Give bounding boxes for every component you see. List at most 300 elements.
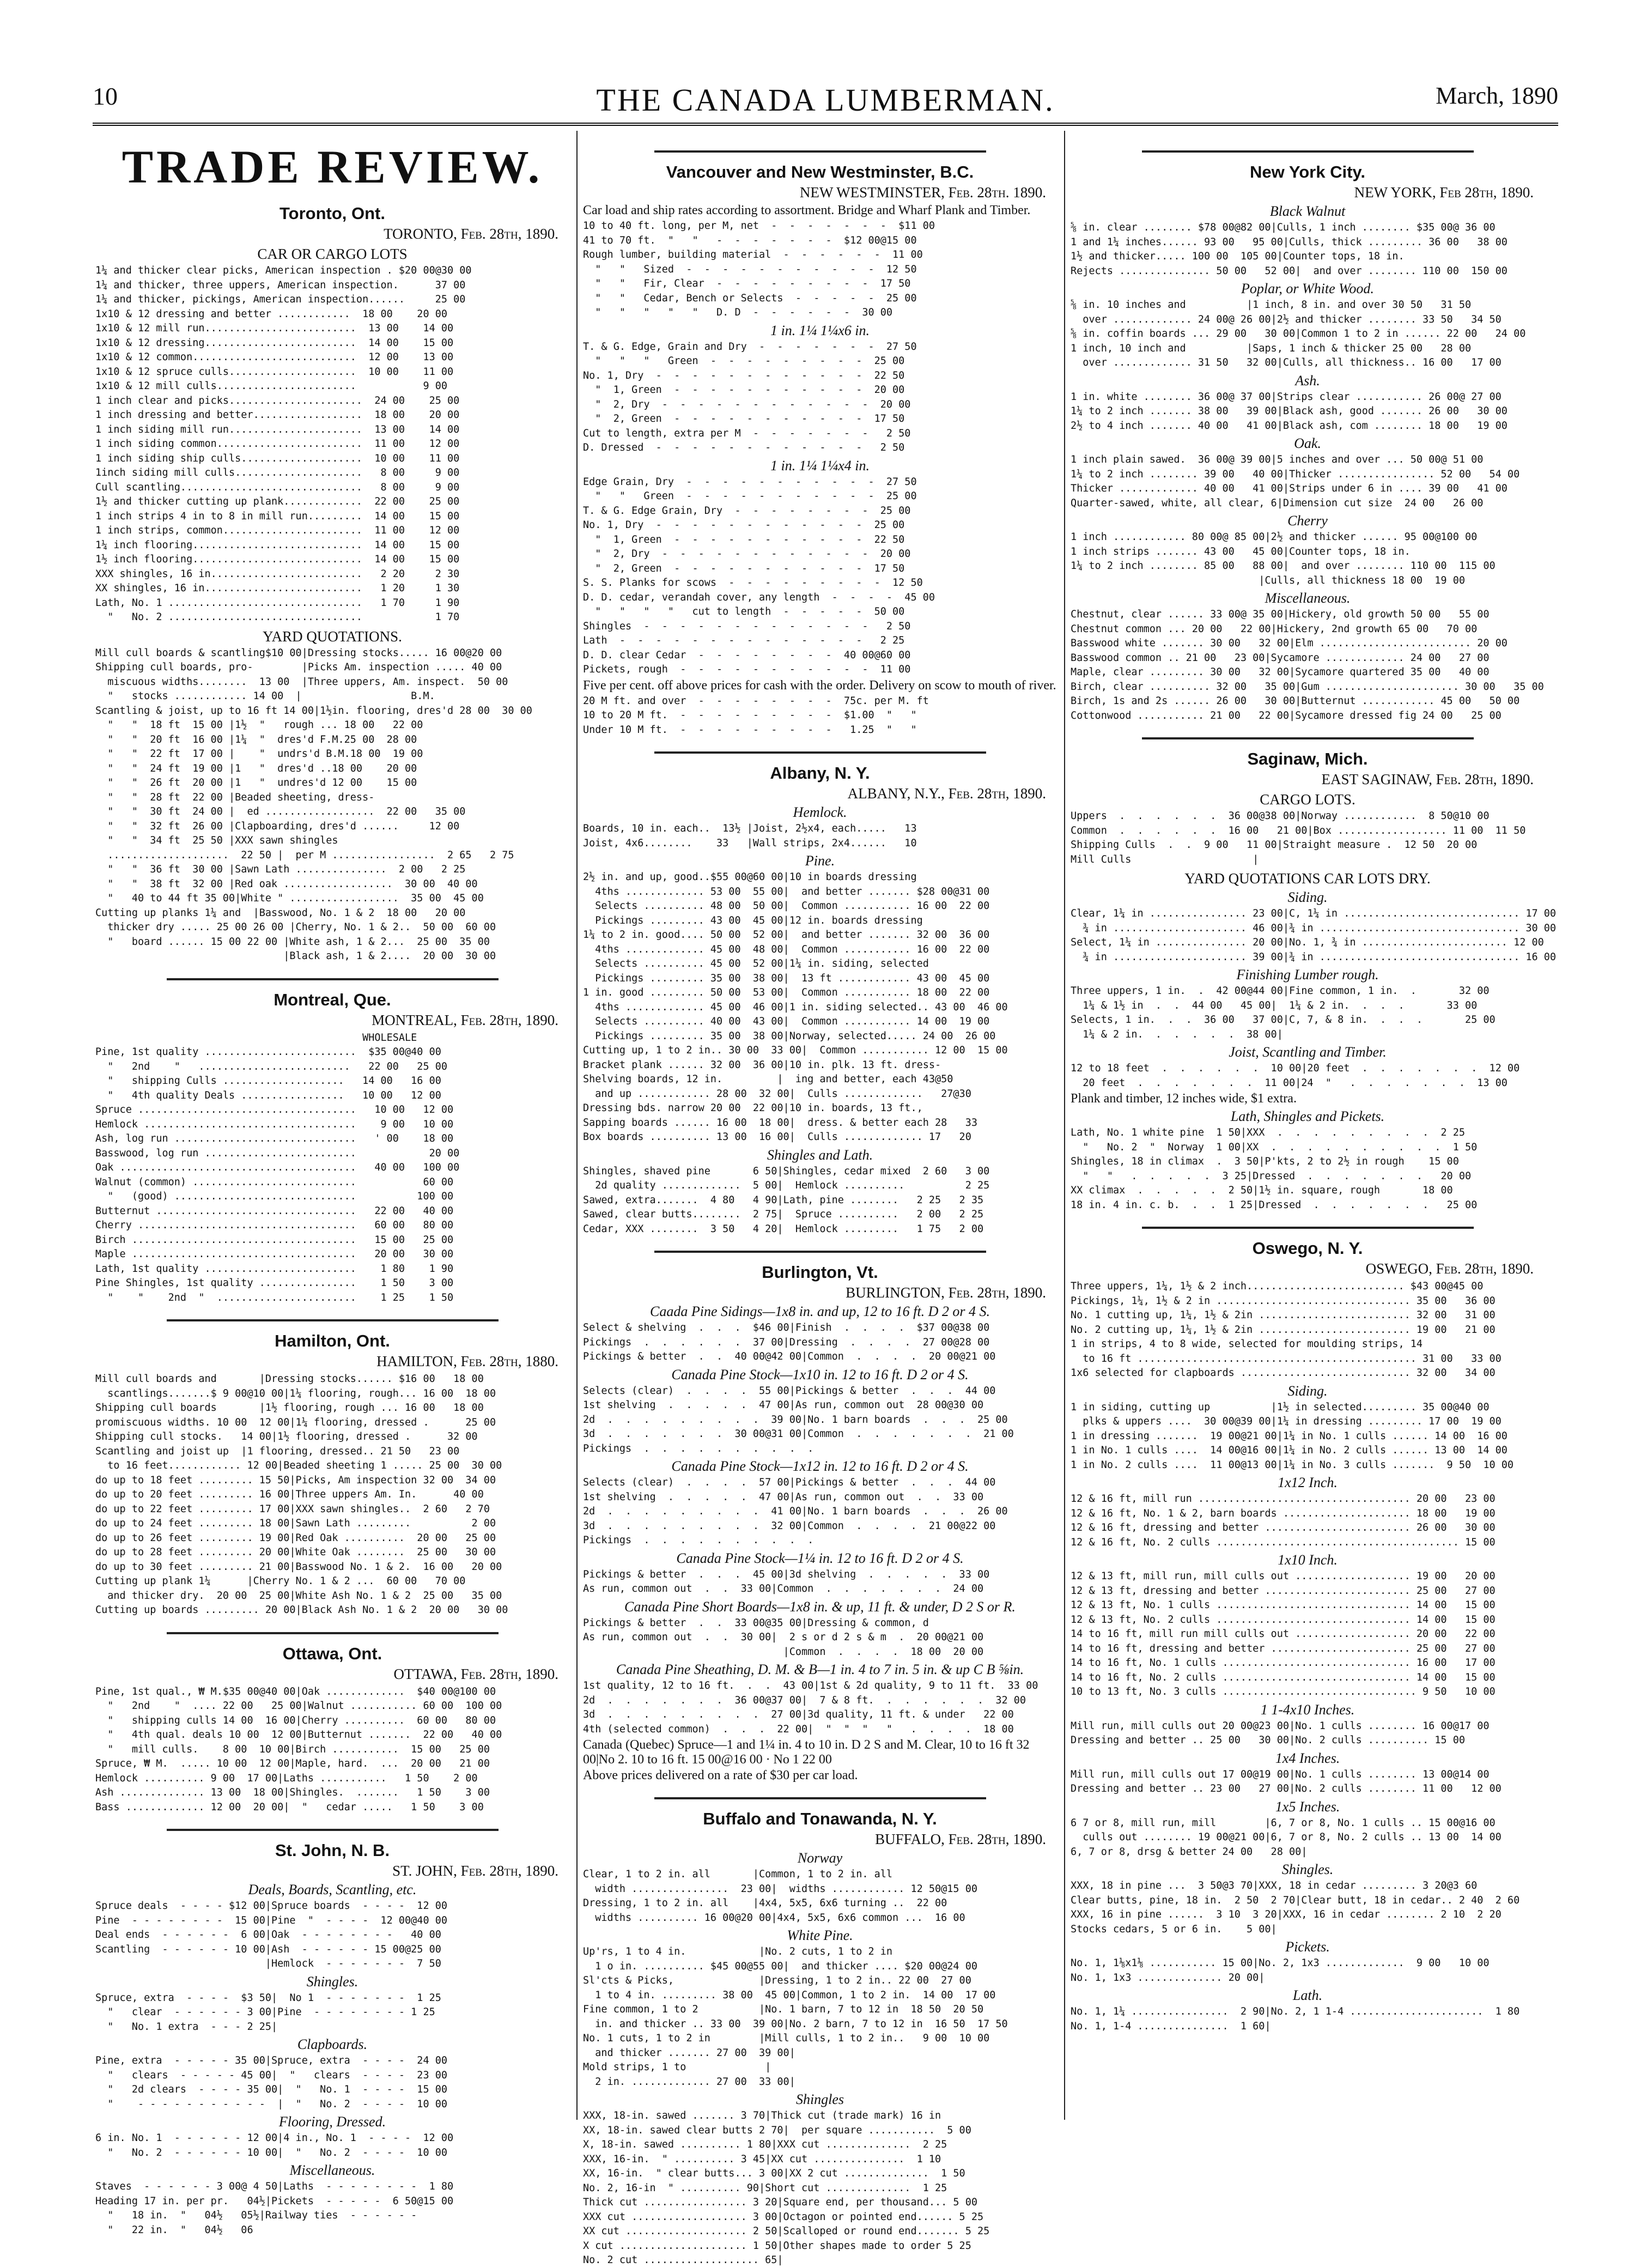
price-line: 1 in strips, 4 to 8 wide, selected for moulding strips, 14 bbox=[1071, 1338, 1423, 1350]
price-line: Lath, No. 1 ................................ 1 70 1 90 bbox=[95, 597, 460, 609]
price-line: Pickings . . . . . . . . . . bbox=[583, 1535, 814, 1546]
price-line: S. S. Planks for scows - - - - - - - - - 12 50 bbox=[583, 577, 923, 589]
subheading: Pickets. bbox=[1285, 1939, 1330, 1955]
price-line: 1x6 selected for clapboards ............................ 32 00 34 00 bbox=[1071, 1367, 1496, 1379]
price-line: |Culls, all thickness 18 00 19 00 bbox=[1071, 574, 1465, 586]
price-line: ¾ in ...................... 46 00|¾ in ................................. 30 00 bbox=[1071, 922, 1557, 934]
price-line: Thick cut ................. 3 20|Square end, per thousand... 5 00 bbox=[583, 2197, 977, 2208]
subheading: 1x10 Inch. bbox=[1278, 1552, 1338, 1568]
price-line: |Black ash, 1 & 2.... 20 00 30 00 bbox=[95, 950, 496, 962]
column-3 bbox=[1071, 136, 1557, 2120]
price-line: 12 to 18 feet . . . . . . 10 00|20 feet . . . . . . . 12 00 bbox=[1071, 1063, 1520, 1074]
price-line: ⅝ in. coffin boards ... 29 00 30 00|Common 1 to 2 in ...... 22 00 24 00 bbox=[1071, 328, 1526, 339]
market-note: Plank and timber, 12 inches wide, $1 extra. bbox=[1071, 1091, 1297, 1106]
price-line: 12 & 13 ft, No. 1 culls ................................ 14 00 15 00 bbox=[1071, 1599, 1496, 1611]
price-line: X cut ..................... 1 50|Other shapes made to order 5 25 bbox=[583, 2240, 971, 2252]
subheading: Ash. bbox=[1295, 372, 1320, 389]
market-dateline: ALBANY, N.Y., Feb. 28th, 1890. bbox=[847, 785, 1046, 802]
price-line: do up to 18 feet ......... 15 50|Picks, Am inspection 32 00 34 00 bbox=[95, 1474, 496, 1486]
price-line: Oak ....................................... 40 00 100 00 bbox=[95, 1162, 460, 1173]
market-title: Toronto, Ont. bbox=[279, 204, 385, 223]
price-line: Cut to length, extra per M - - - - - - - 2 50 bbox=[583, 427, 911, 439]
price-line: " " Cedar, Bench or Selects - - - - - 25 00 bbox=[583, 292, 917, 304]
price-line: Ash .............. 13 00 18 00|Shingles. ....... 1 50 3 00 bbox=[95, 1787, 490, 1798]
price-line: 1 inch plain sawed. 36 00@ 39 00|5 inches and over ... 50 00@ 51 00 bbox=[1071, 454, 1484, 465]
price-line: 1 o in. .......... $45 00@55 00| and thicker .... $20 00@24 00 bbox=[583, 1960, 977, 1972]
price-line: Pickings ......... 35 00 38 00| 13 ft ............ 43 00 45 00 bbox=[583, 972, 990, 984]
market-section-st-john-n-b bbox=[95, 1841, 569, 2237]
price-line: do up to 24 feet ......... 18 00|Sawn Lath ......... 2 00 bbox=[95, 1518, 496, 1529]
price-line: Quarter-sawed, white, all clear, 6|Dimension cut size 24 00 26 00 bbox=[1071, 497, 1484, 509]
price-line: Shipping cull stocks. 14 00|1½ flooring, dressed . 32 00 bbox=[95, 1431, 478, 1442]
price-line: " (good) .............................. 100 00 bbox=[95, 1191, 454, 1202]
price-line: Thicker ............. 40 00 41 00|Strips under 6 in .... 39 00 41 00 bbox=[1071, 483, 1508, 494]
market-section-saginaw-mich bbox=[1071, 749, 1557, 1212]
subheading: CAR OR CARGO LOTS bbox=[257, 246, 408, 262]
price-line: D. Dressed - - - - - - - - - - - - 2 50 bbox=[583, 442, 905, 453]
price-line: 12 & 13 ft, No. 2 culls ................................ 14 00 15 00 bbox=[1071, 1614, 1496, 1626]
price-line: Select & shelving . . . $46 00|Finish . . . . $37 00@38 00 bbox=[583, 1322, 990, 1333]
section-separator bbox=[167, 1829, 499, 1831]
price-line: Mill run, mill culls out 17 00@19 00|No. 1 culls ........ 13 00@14 00 bbox=[1071, 1768, 1490, 1780]
section-separator bbox=[167, 1319, 499, 1321]
price-line: Edge Grain, Dry - - - - - - - - - - - 27 50 bbox=[583, 476, 917, 488]
price-line: XXX cut ................... 3 00|Octagon or pointed end...... 5 25 bbox=[583, 2211, 984, 2223]
price-line: Pine, 1st qual., ₩ M.$35 00@40 00|Oak ............. $40 00@100 00 bbox=[95, 1685, 496, 1697]
price-line: No. 1, Dry - - - - - - - - - - - - 22 50 bbox=[583, 369, 905, 381]
price-line: Pine Shingles, 1st quality ................ 1 50 3 00 bbox=[95, 1277, 454, 1289]
section-separator bbox=[1142, 737, 1474, 739]
column-divider bbox=[1064, 131, 1065, 2120]
price-line: 10 to 20 M ft. - - - - - - - - - $1.00 " " bbox=[583, 709, 917, 721]
subheading: Shingles. bbox=[1281, 1861, 1334, 1877]
price-line: " 2nd " .... 22 00 25 00|Walnut ........... 60 00 100 00 bbox=[95, 1700, 502, 1712]
price-line: 1 inch dressing and better.................. 18 00 20 00 bbox=[95, 409, 460, 421]
market-dateline: BURLINGTON, Feb. 28th, 1890. bbox=[846, 1284, 1046, 1301]
price-line: 1 to 4 in. ......... 38 00 45 00|Common, 1 to 2 in. 14 00 17 00 bbox=[583, 1989, 996, 2001]
price-line: " " 18 ft 15 00 |1½ " rough ... 18 00 22 00 bbox=[95, 719, 423, 731]
subheading: Caada Pine Sidings—1x8 in. and up, 12 to 16 ft. D 2 or 4 S. bbox=[650, 1303, 990, 1319]
price-line: Pickings & better . . . 45 00|3d shelving . . . . . 33 00 bbox=[583, 1568, 990, 1580]
market-title: Buffalo and Tonawanda, N. Y. bbox=[703, 1809, 937, 1828]
price-line: Cedar, XXX ........ 3 50 4 20| Hemlock ......... 1 75 2 00 bbox=[583, 1223, 984, 1235]
subheading: YARD QUOTATIONS. bbox=[263, 628, 402, 645]
price-line: XXX, 16-in. " .......... 3 45|XX cut ............... 1 10 bbox=[583, 2153, 941, 2165]
price-line: Cutting up boards ......... 20 00|Black Ash No. 1 & 2 20 00 30 00 bbox=[95, 1604, 508, 1616]
price-line: 1 inch clear and picks...................... 24 00 25 00 bbox=[95, 395, 460, 407]
price-line: 1 inch, 10 inch and |Saps, 1 inch & thicker 25 00 28 00 bbox=[1071, 342, 1472, 354]
price-line: XX, 18-in. sawed clear butts 2 70| per square ........... 5 00 bbox=[583, 2124, 971, 2136]
price-line: Pine - - - - - - - - 15 00|Pine " - - - - 12 00@40 00 bbox=[95, 1914, 448, 1926]
price-line: Maple ..................................... 20 00 30 00 bbox=[95, 1248, 454, 1260]
page-number: 10 bbox=[93, 82, 118, 110]
price-line: Scantling and joist up |1 flooring, dressed.. 21 50 23 00 bbox=[95, 1445, 460, 1457]
price-line: 2d . . . . . . . . . 39 00|No. 1 barn boards . . . 25 00 bbox=[583, 1414, 1008, 1426]
price-line: and thicker dry. 20 00 25 00|White Ash No. 1 & 2 25 00 35 00 bbox=[95, 1590, 502, 1602]
price-line: " " 2nd " ....................... 1 25 1 50 bbox=[95, 1291, 454, 1303]
price-line: 1¼ to 2 inch ........ 85 00 88 00| and over ........ 110 00 115 00 bbox=[1071, 560, 1496, 572]
price-line: Pickings & better . . 33 00@35 00|Dressing & common, d bbox=[583, 1617, 929, 1629]
price-line: Cutting up planks 1¼ and |Basswood, No. 1 & 2 18 00 20 00 bbox=[95, 907, 466, 919]
price-line: Cottonwood ........... 21 00 22 00|Sycamore dressed fig 24 00 25 00 bbox=[1071, 709, 1502, 721]
price-line: XX climax . . . . . 2 50|1½ in. square, rough 18 00 bbox=[1071, 1185, 1453, 1196]
subheading: Oak. bbox=[1294, 435, 1321, 451]
price-line: Hemlock ................................... 9 00 10 00 bbox=[95, 1118, 454, 1130]
price-line: 12 & 16 ft, dressing and better ........................ 26 00 30 00 bbox=[1071, 1522, 1496, 1533]
price-line: do up to 30 feet ......... 21 00|Basswood No. 1 & 2. 16 00 20 00 bbox=[95, 1561, 502, 1573]
price-line: XX, 16-in. " clear butts... 3 00|XX 2 cut .............. 1 50 bbox=[583, 2168, 965, 2179]
price-line: in. and thicker .. 33 00 39 00|No. 2 barn, 7 to 12 in 16 50 17 50 bbox=[583, 2018, 1008, 2030]
price-line: Mill cull boards & scantling$10 00|Dressing stocks..... 16 00@20 00 bbox=[95, 647, 502, 659]
price-line: No. 1, 1⅛x1⅛ ........... 15 00|No. 2, 1x3 ............. 9 00 10 00 bbox=[1071, 1957, 1490, 1969]
price-line: " " 36 ft 30 00 |Sawn Lath ............... 2 00 2 25 bbox=[95, 864, 466, 875]
price-line: 1¼ & 2 in. . . . . . 38 00| bbox=[1071, 1028, 1283, 1040]
price-line: 2d . . . . . . . . . 41 00|No. 1 barn boards . . . 26 00 bbox=[583, 1506, 1008, 1517]
price-line: T. & G. Edge, Grain and Dry - - - - - - - 27 50 bbox=[583, 341, 917, 353]
price-line: 18 in. 4 in. c. b. . . 1 25|Dressed . . . . . . . 25 00 bbox=[1071, 1199, 1478, 1211]
subheading: Deals, Boards, Scantling, etc. bbox=[248, 1882, 417, 1897]
price-line: 1 in siding, cutting up |1½ in selected......... 35 00@40 00 bbox=[1071, 1401, 1490, 1413]
price-line: 10 to 40 ft. long, per M, net - - - - - - - $11 00 bbox=[583, 220, 935, 232]
price-line: XXX shingles, 16 in......................... 2 20 2 30 bbox=[95, 568, 460, 580]
price-line: " " 30 ft 24 00 | ed .................. 22 00 35 00 bbox=[95, 806, 466, 817]
price-line: No. 1 cuts, 1 to 2 in |Mill culls, 1 to 2 in.. 9 00 10 00 bbox=[583, 2033, 990, 2044]
price-line: Deal ends - - - - - - 6 00|Oak - - - - - - - - 40 00 bbox=[95, 1929, 441, 1940]
price-line: do up to 22 feet ......... 17 00|XXX sawn shingles.. 2 60 2 70 bbox=[95, 1503, 490, 1515]
subheading: 1x12 Inch. bbox=[1278, 1475, 1338, 1490]
subheading: 1x5 Inches. bbox=[1275, 1798, 1340, 1815]
price-line: 1¼ and thicker, three uppers, American inspection. 37 00 bbox=[95, 279, 466, 291]
price-line: Pine, 1st quality ......................... $35 00@40 00 bbox=[95, 1046, 441, 1058]
price-line: " 22 in. " 04½ 06 bbox=[95, 2224, 253, 2236]
price-line: No. 1, 1¼ ................ 2 90|No. 2, 1 1-4 ...................... 1 80 bbox=[1071, 2006, 1520, 2017]
price-line: " 2, Dry - - - - - - - - - - - - 20 00 bbox=[583, 548, 911, 560]
price-line: Pine, extra - - - - - 35 00|Spruce, extra - - - - 24 00 bbox=[95, 2055, 448, 2066]
price-line: to 16 feet............ 12 00|Beaded sheeting 1 ..... 25 00 30 00 bbox=[95, 1460, 502, 1471]
price-line: Basswood common .. 21 00 23 00|Sycamore ............. 24 00 27 00 bbox=[1071, 652, 1490, 664]
price-line: 4ths ............. 53 00 55 00| and better ....... $28 00@31 00 bbox=[583, 886, 990, 898]
price-line: do up to 20 feet ......... 16 00|Three uppers Am. In. 40 00 bbox=[95, 1489, 484, 1500]
price-line: 12 & 16 ft, mill run ................................... 20 00 23 00 bbox=[1071, 1493, 1496, 1505]
price-line: 6 in. No. 1 - - - - - - 12 00|4 in., No. 1 - - - - 12 00 bbox=[95, 2132, 454, 2144]
price-line: 14 to 16 ft, dressing and better ....................... 25 00 27 00 bbox=[1071, 1642, 1496, 1654]
price-line: " " 34 ft 25 50 |XXX sawn shingles bbox=[95, 835, 338, 846]
price-line: " " Sized - - - - - - - - - - - 12 50 bbox=[583, 263, 917, 275]
section-separator bbox=[1142, 1227, 1474, 1229]
price-line: do up to 26 feet ......... 19 00|Red Oak .......... 20 00 25 00 bbox=[95, 1532, 496, 1544]
price-line: " 2, Green - - - - - - - - - - - 17 50 bbox=[583, 562, 905, 574]
market-dateline: OTTAWA, Feb. 28th, 1890. bbox=[393, 1665, 558, 1682]
price-line: Shipping Culls . . 9 00 11 00|Straight measure . 12 50 20 00 bbox=[1071, 839, 1478, 851]
price-line: 10 to 13 ft, No. 3 culls ................................ 9 50 10 00 bbox=[1071, 1686, 1496, 1697]
section-separator bbox=[654, 751, 986, 754]
subheading: Shingles and Lath. bbox=[767, 1147, 873, 1163]
price-line: Bracket plank ...... 32 00 36 00|10 in. plk. 13 ft. dress- bbox=[583, 1059, 941, 1071]
price-line: Shipping cull boards, pro- |Picks Am. inspection ..... 40 00 bbox=[95, 662, 502, 673]
price-line: Select, 1¼ in ............... 20 00|No. 1, ¾ in ........................ 12 00 bbox=[1071, 937, 1544, 948]
price-line: Ash, log run .............................. ' 00 18 00 bbox=[95, 1133, 454, 1144]
price-line: " clears - - - - - 45 00| " clears - - - - 23 00 bbox=[95, 2069, 448, 2081]
price-line: Walnut (common) ........................... 60 00 bbox=[95, 1176, 454, 1188]
price-line: 14 to 16 ft, No. 1 culls ............................... 16 00 17 00 bbox=[1071, 1657, 1496, 1669]
price-line: 20 M ft. and over - - - - - - - - 75c. per M. ft bbox=[583, 695, 929, 707]
price-line: 12 & 13 ft, dressing and better ........................ 25 00 27 00 bbox=[1071, 1585, 1496, 1597]
price-line: Dressing, 1 to 2 in. all |4x4, 5x5, 6x6 turning .. 22 00 bbox=[583, 1897, 947, 1909]
subheading: CARGO LOTS. bbox=[1260, 791, 1356, 808]
header-rule bbox=[93, 123, 1558, 126]
price-line: Boards, 10 in. each.. 13½ |Joist, 2½x4, each..... 13 bbox=[583, 823, 917, 834]
market-section-burlington-vt bbox=[583, 1263, 1057, 1783]
price-line: Birch ..................................... 15 00 25 00 bbox=[95, 1234, 454, 1246]
price-line: Cutting up, 1 to 2 in.. 30 00 33 00| Common ........... 12 00 15 00 bbox=[583, 1045, 1008, 1056]
price-line: WHOLESALE bbox=[95, 1032, 417, 1044]
price-line: Up'rs, 1 to 4 in. |No. 2 cuts, 1 to 2 in bbox=[583, 1946, 893, 1957]
price-line: 14 to 16 ft, mill run mill culls out ................... 20 00 22 00 bbox=[1071, 1628, 1496, 1640]
price-line: Lath, No. 1 white pine 1 50|XXX . . . . . . . . . 2 25 bbox=[1071, 1127, 1465, 1138]
price-line: Common . . . . . . 16 00 21 00|Box .................. 11 00 11 50 bbox=[1071, 824, 1526, 836]
market-section-hamilton-ont bbox=[95, 1331, 569, 1618]
subheading: Shingles. bbox=[306, 1973, 358, 1990]
price-line: 1 and 1¼ inches...... 93 00 95 00|Culls, thick ......... 36 00 38 00 bbox=[1071, 236, 1508, 248]
price-line: Birch, 1s and 2s ...... 26 00 30 00|Butternut ............ 45 00 50 00 bbox=[1071, 695, 1520, 707]
market-title: Montreal, Que. bbox=[274, 990, 391, 1009]
price-line: Cherry .................................... 60 00 80 00 bbox=[95, 1220, 454, 1231]
price-line: Lath, 1st quality ......................... 1 80 1 90 bbox=[95, 1263, 454, 1275]
price-line: Sawed, extra....... 4 80 4 90|Lath, pine ........ 2 25 2 35 bbox=[583, 1194, 984, 1206]
price-line: 1 in dressing ....... 19 00@21 00|1¼ in No. 1 culls ...... 14 00 16 00 bbox=[1071, 1430, 1508, 1442]
price-line: Joist, 4x6........ 33 |Wall strips, 2x4...... 10 bbox=[583, 837, 917, 849]
price-line: and up ............ 28 00 32 00| Culls ............. 27@30 bbox=[583, 1088, 971, 1100]
price-line: Bass ............. 12 00 20 00| " cedar ..... 1 50 3 00 bbox=[95, 1801, 484, 1813]
price-line: Chestnut, clear ...... 33 00@ 35 00|Hickery, old growth 50 00 55 00 bbox=[1071, 609, 1490, 620]
subheading: White Pine. bbox=[787, 1927, 853, 1943]
price-line: Lath - - - - - - - - - - - - - - 2 25 bbox=[583, 635, 905, 646]
price-line: " shipping Culls .................... 14 00 16 00 bbox=[95, 1075, 441, 1087]
journal-title: THE CANADA LUMBERMAN. bbox=[596, 82, 1055, 118]
price-line: X, 18-in. sawed .......... 1 80|XXX cut .............. 2 25 bbox=[583, 2139, 947, 2150]
price-line: As run, common out . . 30 00| 2 s or d 2 s & m . 20 00@21 00 bbox=[583, 1632, 984, 1643]
price-line: 1x10 & 12 mill culls....................... 9 00 bbox=[95, 380, 448, 392]
price-line: " " 26 ft 20 00 |1 " undres'd 12 00 15 00 bbox=[95, 777, 417, 789]
price-line: Shingles, 18 in climax . 3 50|P'kts, 2 to 2½ in rough 15 00 bbox=[1071, 1156, 1459, 1167]
price-line: XXX, 16 in pine ...... 3 10 3 20|XXX, 16 in cedar ........ 2 10 2 20 bbox=[1071, 1909, 1502, 1920]
price-line: 1 in. good ......... 50 00 53 00| Common ........... 18 00 22 00 bbox=[583, 987, 990, 998]
market-note: Above prices delivered on a rate of $30 per car load. bbox=[583, 1768, 858, 1782]
price-line: .................... 22 50 | per M ................. 2 65 2 75 bbox=[95, 849, 514, 861]
subheading: YARD QUOTATIONS CAR LOTS DRY. bbox=[1184, 870, 1431, 887]
price-line: XX shingles, 16 in.......................... 1 20 1 30 bbox=[95, 583, 460, 594]
price-line: Dressing and better .. 25 00 30 00|No. 2 culls .......... 15 00 bbox=[1071, 1735, 1465, 1746]
subheading: Flooring, Dressed. bbox=[278, 2114, 386, 2130]
price-line: Pickings & better . . 40 00@42 00|Common . . . . 20 00@21 00 bbox=[583, 1351, 996, 1362]
price-line: 6, 7 or 8, drsg & better 24 00 28 00| bbox=[1071, 1846, 1308, 1858]
subheading: Canada Pine Short Boards—1x8 in. & up, 11 ft. & under, D 2 S or R. bbox=[624, 1598, 1016, 1615]
price-line: " 2, Dry - - - - - - - - - - - - 20 00 bbox=[583, 398, 911, 410]
price-line: 1½ inch flooring............................ 14 00 15 00 bbox=[95, 554, 460, 565]
market-title: Saginaw, Mich. bbox=[1247, 749, 1368, 768]
price-line: " No. 2 " Norway 1 00|XX . . . . . . . . . . 1 50 bbox=[1071, 1141, 1478, 1153]
price-line: " " . . . . . 3 25|Dressed . . . . . . . 20 00 bbox=[1071, 1170, 1472, 1182]
market-dateline: TORONTO, Feb. 28th, 1890. bbox=[384, 226, 558, 242]
price-line: Shipping cull boards |1½ flooring, rough ... 16 00 18 00 bbox=[95, 1402, 484, 1414]
price-line: Spruce deals - - - - $12 00|Spruce boards - - - - 12 00 bbox=[95, 1900, 448, 1912]
price-line: 2½ to 4 inch ....... 40 00 41 00|Black ash, com ........ 18 00 19 00 bbox=[1071, 420, 1508, 432]
price-line: Pickings . . . . . . . . . . bbox=[583, 1442, 814, 1454]
market-title: Ottawa, Ont. bbox=[282, 1644, 382, 1663]
market-title: Burlington, Vt. bbox=[762, 1263, 878, 1282]
price-line: 1st shelving . . . . . 47 00|As run, common out . . 33 00 bbox=[583, 1491, 984, 1503]
market-section-montreal-que bbox=[95, 990, 569, 1306]
column-divider bbox=[576, 131, 578, 2120]
subheading: Finishing Lumber rough. bbox=[1236, 967, 1379, 983]
price-line: Hemlock .......... 9 00 17 00|Laths ........... 1 50 2 00 bbox=[95, 1772, 478, 1784]
price-line: " " " " " D. D - - - - - - 30 00 bbox=[583, 307, 893, 318]
subheading: Poplar, or White Wood. bbox=[1241, 281, 1374, 296]
price-line: " " 32 ft 26 00 |Clapboarding, dres'd ...... 12 00 bbox=[95, 820, 460, 832]
price-line: " 2d clears - - - - 35 00| " No. 1 - - - - 15 00 bbox=[95, 2084, 448, 2095]
market-dateline: BUFFALO, Feb. 28th, 1890. bbox=[875, 1831, 1046, 1847]
market-dateline: OSWEGO, Feb. 28th, 1890. bbox=[1365, 1260, 1534, 1277]
subheading: Miscellaneous. bbox=[289, 2162, 375, 2178]
price-line: " " 38 ft 32 00 |Red oak .................. 30 00 40 00 bbox=[95, 878, 478, 890]
price-line: Pickings, 1¼, 1½ & 2 in ................................ 35 00 36 00 bbox=[1071, 1295, 1496, 1307]
price-line: promiscuous widths. 10 00 12 00|1¼ flooring, dressed . 25 00 bbox=[95, 1416, 496, 1428]
price-line: 12 & 16 ft, No. 1 & 2, barn boards ..................... 18 00 19 00 bbox=[1071, 1507, 1496, 1519]
price-line: Stocks cedars, 5 or 6 in. 5 00| bbox=[1071, 1923, 1277, 1935]
section-separator bbox=[167, 978, 499, 980]
price-line: XXX, 18-in. sawed ....... 3 70|Thick cut (trade mark) 16 in bbox=[583, 2110, 941, 2121]
price-line: 2½ in. and up, good..$55 00@60 00|10 in boards dressing bbox=[583, 871, 917, 883]
price-line: Selects, 1 in. . . 36 00 37 00|C, 7, & 8 in. . . . 25 00 bbox=[1071, 1014, 1496, 1026]
price-line: 3d . . . . . . . . . 32 00|Common . . . . 21 00@22 00 bbox=[583, 1520, 996, 1532]
price-line: Uppers . . . . . . 36 00@38 00|Norway ............ 8 50@10 00 bbox=[1071, 810, 1490, 822]
subheading: 1 in. 1¼ 1¼x6 in. bbox=[770, 322, 870, 338]
price-line: Cutting up plank 1¼ |Cherry No. 1 & 2 ... 60 00 70 00 bbox=[95, 1575, 466, 1587]
market-dateline: HAMILTON, Feb. 28th, 1880. bbox=[376, 1353, 558, 1369]
price-line: " " " " cut to length - - - - - 50 00 bbox=[583, 606, 905, 617]
page-header bbox=[93, 82, 1558, 120]
price-line: Staves - - - - - - 3 00@ 4 50|Laths - - - - - - - - 1 80 bbox=[95, 2181, 454, 2192]
price-line: " 4th quality Deals ................. 10 00 12 00 bbox=[95, 1089, 441, 1101]
price-line: width ................ 23 00| widths ............ 12 50@15 00 bbox=[583, 1883, 977, 1895]
price-line: 1 in No. 1 culls .... 14 00@16 00|1¼ in No. 2 culls ...... 13 00 14 00 bbox=[1071, 1445, 1508, 1456]
price-line: Spruce .................................... 10 00 12 00 bbox=[95, 1104, 454, 1115]
section-separator bbox=[167, 1632, 499, 1634]
price-line: and thicker ....... 27 00 39 00| bbox=[583, 2047, 795, 2059]
subheading: Clapboards. bbox=[297, 2036, 368, 2052]
price-line: 1x10 & 12 dressing......................... 14 00 15 00 bbox=[95, 337, 454, 349]
price-line: Box boards .......... 13 00 16 00| Culls ............. 17 20 bbox=[583, 1131, 971, 1143]
subheading: Pine. bbox=[805, 853, 835, 869]
market-section-oswego-n-y bbox=[1071, 1239, 1545, 2034]
market-section-vancouver-and-new-westminster-b-c bbox=[583, 162, 1057, 737]
market-title: Vancouver and New Westminster, B.C. bbox=[666, 162, 974, 181]
price-line: " " 22 ft 17 00 | " undrs'd B.M.18 00 19 00 bbox=[95, 748, 423, 760]
price-line: 1 inch strips 4 in to 8 in mill run......... 14 00 15 00 bbox=[95, 510, 460, 522]
price-line: Butternut ................................. 22 00 40 00 bbox=[95, 1205, 454, 1217]
column-1 bbox=[95, 136, 569, 2236]
price-line: Selects (clear) . . . . 57 00|Pickings & better . . . 44 00 bbox=[583, 1477, 996, 1488]
price-line: 1st quality, 12 to 16 ft. . . 43 00|1st & 2d quality, 9 to 11 ft. 33 00 bbox=[583, 1680, 1038, 1691]
market-note: Five per cent. off above prices for cash with the order. Delivery on scow to mouth of river. bbox=[583, 678, 1056, 693]
subheading: Cherry bbox=[1287, 513, 1328, 529]
price-line: to 16 ft .............................................. 31 00 33 00 bbox=[1071, 1353, 1502, 1365]
price-line: Selects .......... 40 00 43 00| Common ........... 14 00 19 00 bbox=[583, 1016, 990, 1027]
market-section-ottawa-ont bbox=[95, 1644, 569, 1815]
price-line: Cull scantling.............................. 8 00 9 00 bbox=[95, 481, 460, 493]
price-line: " " 28 ft 22 00 |Beaded sheeting, dress- bbox=[95, 791, 375, 803]
price-line: 1x10 & 12 mill run......................... 13 00 14 00 bbox=[95, 323, 454, 334]
price-line: 1x10 & 12 spruce culls..................... 10 00 11 00 bbox=[95, 366, 454, 378]
price-line: " 18 in. " 04½ 05½|Railway ties - - - - - - bbox=[95, 2210, 417, 2221]
market-title: Albany, N. Y. bbox=[770, 763, 870, 783]
price-line: Basswood white ....... 30 00 32 00|Elm ......................... 20 00 bbox=[1071, 638, 1508, 649]
market-note: Canada (Quebec) Spruce—1 and 1¼ in. 4 to 10 in. D 2 S and M. Clear, 10 to 16 ft 32 00|No 2. 10 to 16 ft. 15 00@16 00 · No 1 22 00 bbox=[583, 1738, 1030, 1767]
price-line: over ............. 24 00@ 26 00|2½ and thicker ........ 33 50 34 50 bbox=[1071, 313, 1502, 325]
price-line: 1 in. white ........ 36 00@ 37 00|Strips clear ........... 26 00@ 27 00 bbox=[1071, 391, 1502, 403]
price-line: 1½ and thicker..... 100 00 105 00|Counter tops, 18 in. bbox=[1071, 251, 1405, 262]
price-line: 14 to 16 ft, No. 2 culls ............................... 14 00 15 00 bbox=[1071, 1671, 1496, 1683]
price-line: 1 inch siding common........................ 11 00 12 00 bbox=[95, 438, 460, 450]
price-line: 1 in No. 2 culls .... 11 00@13 00|1¼ in No. 3 culls ....... 9 50 10 00 bbox=[1071, 1459, 1514, 1471]
price-line: 1 inch siding ship culls.................... 10 00 11 00 bbox=[95, 452, 460, 464]
price-line: 1¼ inch flooring............................ 14 00 15 00 bbox=[95, 539, 460, 551]
price-line: Pickings ......... 43 00 45 00|12 in. boards dressing bbox=[583, 914, 923, 926]
market-section-toronto-ont bbox=[95, 204, 569, 964]
price-line: " stocks ............ 14 00 | B.M. bbox=[95, 690, 435, 702]
price-line: 41 to 70 ft. " " - - - - - - - $12 00@15 00 bbox=[583, 234, 917, 246]
price-line: ¾ in ...................... 39 00|¾ in ................................. 16 00 bbox=[1071, 951, 1557, 963]
price-line: Under 10 M ft. - - - - - - - - - 1.25 " " bbox=[583, 724, 917, 736]
price-line: " 4th qual. deals 10 00 12 00|Butternut ....... 22 00 40 00 bbox=[95, 1729, 502, 1741]
price-line: " 2nd " ......................... 22 00 25 00 bbox=[95, 1060, 448, 1072]
price-line: " " Green - - - - - - - - - - - 25 00 bbox=[583, 490, 917, 502]
price-line: Sl'cts & Picks, |Dressing, 1 to 2 in.. 22 00 27 00 bbox=[583, 1975, 971, 1986]
price-line: thicker dry ..... 25 00 26 00 |Cherry, No. 1 & 2.. 50 00 60 00 bbox=[95, 921, 496, 933]
market-title: Oswego, N. Y. bbox=[1252, 1239, 1363, 1258]
price-line: Selects .......... 45 00 52 00|1¼ in. siding, selected bbox=[583, 958, 929, 969]
market-dateline: ST. JOHN, Feb. 28th, 1890. bbox=[392, 1863, 558, 1879]
market-dateline: EAST SAGINAW, Feb. 28th, 1890. bbox=[1321, 771, 1534, 787]
price-line: Shingles, shaved pine 6 50|Shingles, cedar mixed 2 60 3 00 bbox=[583, 1165, 990, 1177]
column-2 bbox=[583, 136, 1057, 2266]
price-line: 1 inch ............ 80 00@ 85 00|2½ and thicker ...... 95 00@100 00 bbox=[1071, 531, 1478, 543]
market-title: New York City. bbox=[1250, 162, 1365, 181]
price-line: Heading 17 in. per pr. 04½|Pickets - - - - - 6 50@15 00 bbox=[95, 2195, 454, 2207]
subheading: 1x4 Inches. bbox=[1275, 1750, 1340, 1766]
market-title: St. John, N. B. bbox=[275, 1841, 390, 1860]
price-line: 2d quality ............. 5 00| Hemlock .......... 2 25 bbox=[583, 1180, 990, 1191]
price-line: 6 7 or 8, mill run, mill |6, 7 or 8, No. 1 culls .. 15 00@16 00 bbox=[1071, 1817, 1496, 1829]
price-line: Birch, clear .......... 32 00 35 00|Gum ...................... 30 00 35 00 bbox=[1071, 681, 1544, 693]
subheading: Canada Pine Stock—1x12 in. 12 to 16 ft. D 2 or 4 S. bbox=[671, 1458, 969, 1474]
market-dateline: NEW YORK, Feb 28th, 1890. bbox=[1354, 184, 1534, 201]
subheading: Black Walnut bbox=[1269, 203, 1346, 219]
price-line: Spruce, extra - - - - $3 50| No 1 - - - - - - - 1 25 bbox=[95, 1992, 441, 2004]
subheading: Siding. bbox=[1287, 889, 1328, 905]
subheading: Hemlock. bbox=[793, 804, 847, 820]
subheading: 1 1-4x10 Inches. bbox=[1260, 1701, 1355, 1718]
price-line: over ............. 31 50 32 00|Culls, all thickness.. 16 00 17 00 bbox=[1071, 357, 1502, 368]
price-line: 2d . . . . . . . 36 00@37 00| 7 & 8 ft. . . . . . . 32 00 bbox=[583, 1694, 1026, 1706]
price-line: Mill run, mill culls out 20 00@23 00|No. 1 culls ........ 16 00@17 00 bbox=[1071, 1720, 1490, 1732]
price-line: Maple, clear ......... 30 00 32 00|Sycamore quartered 35 00 40 00 bbox=[1071, 666, 1490, 678]
market-dateline: MONTREAL, Feb. 28th, 1890. bbox=[372, 1011, 558, 1028]
price-line: 4ths ............. 45 00 48 00| Common ........... 16 00 22 00 bbox=[583, 943, 990, 955]
price-line: Rejects ............... 50 00 52 00| and over ........ 110 00 150 00 bbox=[1071, 265, 1508, 277]
price-line: Clear, 1 to 2 in. all |Common, 1 to 2 in. all bbox=[583, 1869, 893, 1880]
price-line: do up to 28 feet ......... 20 00|White Oak ........ 25 00 30 00 bbox=[95, 1547, 496, 1558]
